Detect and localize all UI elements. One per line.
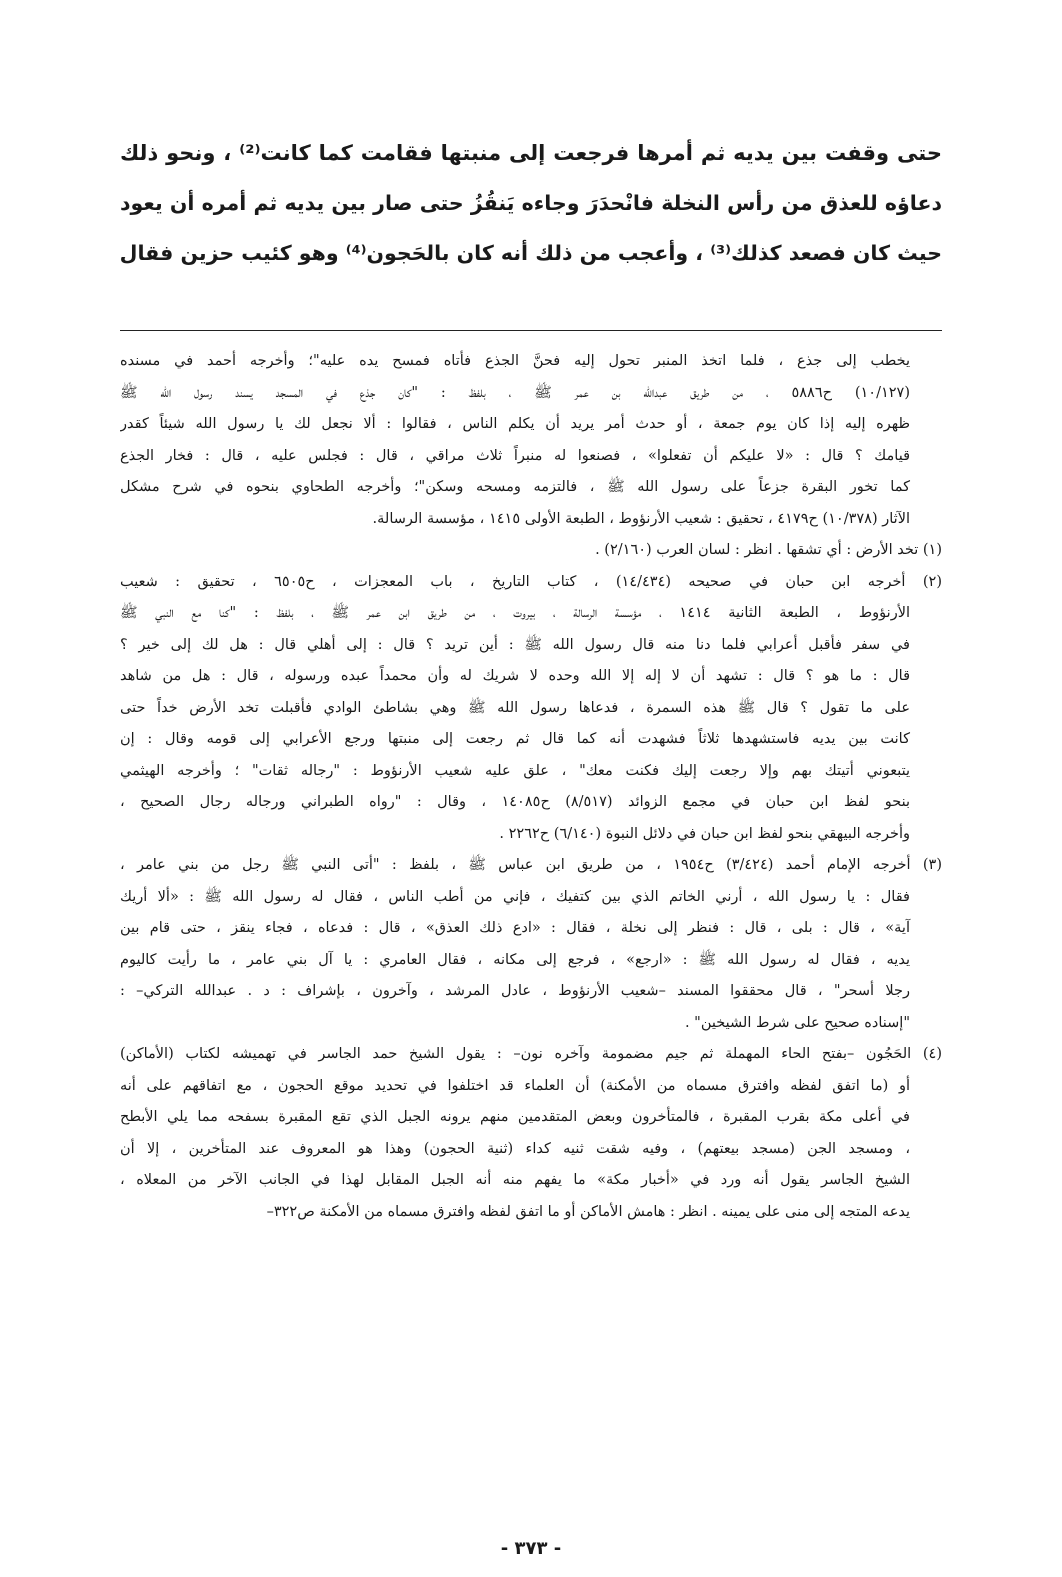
main-text-line: دعاؤه للعذق من رأس النخلة فانْحدَرَ وجاءه يَنقُزُ حتى صار بين يديه ثم أمره أن يعود <box>120 191 942 215</box>
footnote-line: فقال : يا رسول الله ، أرني الخاتم الذي بين كتفيك ، فإني من أطب الناس ، فقال له رسول الله ﷺ : «ألا أريك <box>120 888 910 905</box>
footnote-line: رجلا أسحر" ، قال محققوا المسند –شعيب الأرنؤوط ، عادل المرشد ، وآخرون ، بإشراف : د . عبدالله التركي– : <box>120 983 910 999</box>
footnote-line: في سفر فأقبل أعرابي فلما دنا منه قال رسول الله ﷺ : أين تريد ؟ قال : إلى أهلي قال : هل لك إلى خير ؟ <box>120 636 910 653</box>
page-number: - ٣٧٣ - <box>500 1538 562 1559</box>
footnote-line: يخطب إلى جذع ، فلما اتخذ المنبر تحول إليه فحنَّ الجذع فأتاه فمسح يده عليه"؛ وأخرجه أحمد في مسنده <box>120 353 910 369</box>
footnote-line: يدعه المتجه إلى منى على يمينه . انظر : هامش الأماكن أو ما اتفق لفظه وافترق مسماه من الأمكنة ص٣٢٢– <box>266 1203 910 1220</box>
footnote-line: (٣) أخرجه الإمام أحمد (٣/٤٢٤) ح١٩٥٤ ، من طريق ابن عباس ﷺ ، بلفظ : "أتى النبي ﷺ رجل من بني عامر ، <box>120 857 942 873</box>
footnotes <box>120 346 942 1228</box>
footnote-line: في أعلى مكة بقرب المقبرة ، فالمتأخرون وبعض المتقدمين منهم يرونه الجبل الذي تقع المقبرة بسفحه مما يلي الأبطح <box>120 1109 910 1125</box>
footnote-line: يديه ، فقال له رسول الله ﷺ : «ارجع» ، فرجع إلى مكانه ، فقال العامري : يا آل بني عامر ، ما رأيت كاليوم <box>120 951 910 968</box>
footnote-line: بنحو لفظ ابن حبان في مجمع الزوائد (٨/٥١٧) ح١٤٠٨٥ ، وقال : "رواه الطبراني ورجاله رجال الصحيح ، <box>120 794 910 810</box>
footnote-3 <box>120 850 942 1039</box>
footnote-line: (١٠/١٢٧) ح٥٨٨٦ ، من طريق عبدالله بن عمر ﷺ ، بلفظ : "كان جذع في المسجد يسند رسول الله ﷺ <box>120 384 910 401</box>
footnote-line: ظهره إليه إذا كان يوم جمعة ، أو حدث أمر يريد أن يكلم الناس ، فقالوا : ألا نجعل لك يا رسول الله شيئاً كقدر <box>120 416 910 432</box>
footnote-line: الآثار (١٠/٣٧٨) ح٤١٧٩ ، تحقيق : شعيب الأرنؤوط ، الطبعة الأولى ١٤١٥ ، مؤسسة الرسالة. <box>372 510 910 527</box>
footnote-line: "إسناده صحيح على شرط الشيخين" . <box>684 1014 910 1031</box>
footnote-line: (٢) أخرجه ابن حبان في صحيحه (١٤/٤٣٤) ، كتاب التاريخ ، باب المعجزات ، ح٦٥٠٥ ، تحقيق : شعيب <box>120 573 942 590</box>
footnote-line: كانت بين يديه فاستشهدها ثلاثاً فشهدت أنه كما قال ثم رجعت إلى منبتها ورجع الأعرابي إلى قومه وقال : إن <box>120 731 910 747</box>
main-text-line: حيث كان فصعد كذلك⁽³⁾ ، وأعجب من ذلك أنه كان بالحَجون⁽⁴⁾ وهو كئيب حزين فقال <box>119 241 942 265</box>
footnote-line: آية» ، قال : بلى ، قال : فنظر إلى نخلة ، فقال : «ادع ذلك العذق» ، قال : فدعاه ، فجاء ينقز ، حتى قام بين <box>120 920 910 936</box>
footnote-2 <box>120 567 942 851</box>
footnote-line: الأرنؤوط ، الطبعة الثانية ١٤١٤ ، مؤسسة الرسالة ، بيروت ، من طريق ابن عمر ﷺ ، بلفظ : "كنا مع النبي ﷺ <box>120 605 910 621</box>
footnote-line: كما تخور البقرة جزعاً على رسول الله ﷺ ، فالتزمه ومسحه وسكن"؛ وأخرجه الطحاوي بنحوه في شرح مشكل <box>120 479 910 495</box>
document-page <box>120 0 942 1577</box>
footnote-separator <box>120 330 942 331</box>
footnote-line: يتبعوني أتيتك بهم وإلا رجعت إليك فكنت معك" ، علق عليه شعيب الأرنؤوط : "رجاله ثقات" ؛ وأخرجه الهيثمي <box>120 762 910 779</box>
footnote-line: قيامك ؟ قال : «لا عليكم أن تفعلوا» ، فصنعوا له منبراً ثلاث مراقي ، قال : فجلس عليه ، قال : فخار الجذع <box>120 447 910 464</box>
footnote-line: (٤) الحَجُون –بفتح الحاء المهملة ثم جيم مضمومة وآخره نون– : يقول الشيخ حمد الجاسر في تهميشه لكتاب (الأماكن) <box>120 1046 942 1062</box>
footnote-line: قال : ما هو ؟ قال : تشهد أن لا إله إلا الله وحده لا شريك له وأن محمداً عبده ورسوله ، قال : هل من شاهد <box>120 668 910 684</box>
footnote-line: ، ومسجد الجن (مسجد بيعتهم) ، وفيه شقت ثنيه كداء (ثنية الحجون) وهذا هو المعروف عند المتأخرين ، إلا أن <box>120 1140 910 1157</box>
footnote-4 <box>120 1039 942 1228</box>
footnote-continuation <box>120 346 942 535</box>
footnote-1 <box>120 535 942 567</box>
main-text <box>120 128 942 278</box>
footnote-line: أو (ما اتفق لفظه وافترق مسماه من الأمكنة) أن العلماء قد اختلفوا في تحديد موقع الحجون ، مع اتفاقهم على أنه <box>120 1077 910 1094</box>
main-text-line: حتى وقفت بين يديه ثم أمرها فرجعت إلى منبتها فقامت كما كانت⁽²⁾ ، ونحو ذلك <box>120 141 942 165</box>
footnote-line: على ما تقول ؟ قال ﷺ هذه السمرة ، فدعاها رسول الله ﷺ وهي بشاطئ الوادي فأقبلت تخد الأرض خداً حتى <box>120 699 910 716</box>
footnote-line: الشيخ الجاسر يقول أنه ورد في «أخبار مكة» ما يفهم منه أنه الجبل المقابل لهذا في الجانب الآخر من المعلاه ، <box>120 1172 910 1188</box>
footnote-line: وأخرجه البيهقي بنحو لفظ ابن حبان في دلائل النبوة (٦/١٤٠) ح٢٢٦٢ . <box>499 825 910 842</box>
footnote-line: (١) تخد الأرض : أي تشقها . انظر : لسان العرب (٢/١٦٠) . <box>595 542 942 558</box>
